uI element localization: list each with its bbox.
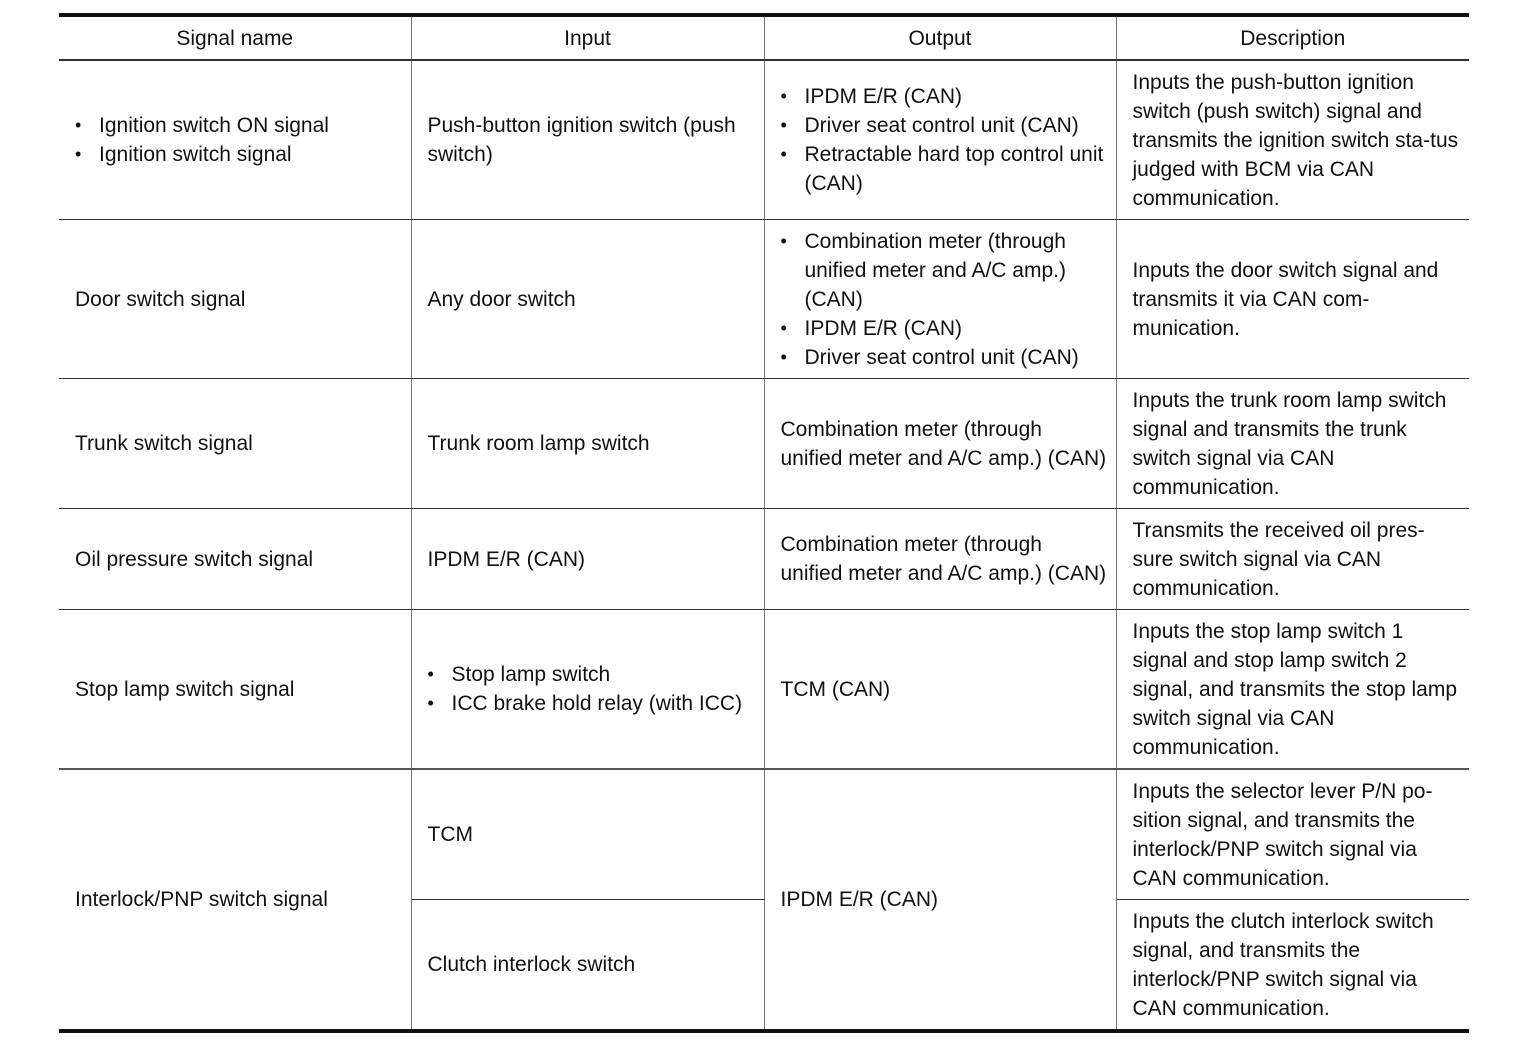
output-list (781, 227, 1108, 372)
output-cell: Combination meter (through unified meter and A/C amp.) (CAN) (764, 509, 1116, 610)
header-output: Output (764, 15, 1116, 60)
list-item: • Retractable hard top control unit (CAN) (781, 140, 1108, 198)
input-cell: TCM (411, 769, 764, 900)
input-list (428, 660, 756, 718)
output-cell: Combination meter (through unified meter and A/C amp.) (CAN) (764, 379, 1116, 509)
output-list (781, 82, 1108, 198)
list-item: • Driver seat control unit (CAN) (781, 343, 1108, 372)
signal-name-cell: Door switch signal (59, 220, 411, 379)
header-input: Input (411, 15, 764, 60)
list-item: • Ignition switch signal (75, 140, 403, 169)
input-cell: Trunk room lamp switch (411, 379, 764, 509)
table-row (59, 769, 1469, 900)
list-item: • IPDM E/R (CAN) (781, 314, 1108, 343)
description-cell: Inputs the clutch interlock switch signal, and transmits the interlock/PNP switch signal via CAN communication. (1116, 900, 1469, 1032)
header-signal-name: Signal name (59, 15, 411, 60)
output-cell (764, 220, 1116, 379)
input-cell: Any door switch (411, 220, 764, 379)
description-cell: Transmits the received oil pres-sure switch signal via CAN communication. (1116, 509, 1469, 610)
description-cell: Inputs the stop lamp switch 1 signal and stop lamp switch 2 signal, and transmits the stop lamp switch signal via CAN communication. (1116, 610, 1469, 770)
signal-name-cell: Trunk switch signal (59, 379, 411, 509)
output-cell: TCM (CAN) (764, 610, 1116, 770)
list-item: • ICC brake hold relay (with ICC) (428, 689, 756, 718)
signal-name-cell (59, 60, 411, 220)
table-row (59, 220, 1469, 379)
signal-name-cell: Stop lamp switch signal (59, 610, 411, 770)
description-cell: Inputs the door switch signal and transmits it via CAN com-munication. (1116, 220, 1469, 379)
signal-name-list (75, 111, 403, 169)
input-cell: Clutch interlock switch (411, 900, 764, 1032)
table-row (59, 509, 1469, 610)
list-item: • Ignition switch ON signal (75, 111, 403, 140)
signal-name-cell: Oil pressure switch signal (59, 509, 411, 610)
input-cell (411, 610, 764, 770)
input-cell: Push-button ignition switch (push switch) (411, 60, 764, 220)
output-cell (764, 60, 1116, 220)
table-row (59, 379, 1469, 509)
input-cell: IPDM E/R (CAN) (411, 509, 764, 610)
list-item: • Combination meter (through unified meter and A/C amp.) (CAN) (781, 227, 1108, 314)
list-item: • Stop lamp switch (428, 660, 756, 689)
table-row (59, 60, 1469, 220)
table-row (59, 610, 1469, 770)
description-cell: Inputs the push-button ignition switch (push switch) signal and transmits the ignition switch sta-tus judged with BCM via CAN communication. (1116, 60, 1469, 220)
header-row (59, 15, 1469, 60)
list-item: • Driver seat control unit (CAN) (781, 111, 1108, 140)
header-description: Description (1116, 15, 1469, 60)
description-cell: Inputs the trunk room lamp switch signal and transmits the trunk switch signal via CAN communication. (1116, 379, 1469, 509)
description-cell: Inputs the selector lever P/N po-sition signal, and transmits the interlock/PNP switch signal via CAN communication. (1116, 769, 1469, 900)
signal-table (59, 13, 1469, 1033)
signal-name-cell: Interlock/PNP switch signal (59, 769, 411, 1031)
output-cell: IPDM E/R (CAN) (764, 769, 1116, 1031)
list-item: • IPDM E/R (CAN) (781, 82, 1108, 111)
